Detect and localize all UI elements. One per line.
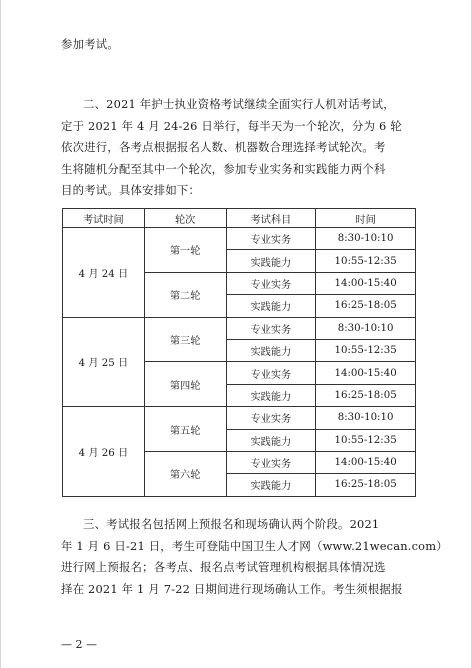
subject-cell: 实践能力 bbox=[226, 339, 316, 361]
text-line: 择在 2021 年 1 月 7-22 日期间进行现场确认工作。考生须根据报 bbox=[61, 581, 403, 596]
subject-cell: 专业实务 bbox=[226, 407, 316, 429]
header-round: 轮次 bbox=[144, 209, 226, 228]
round-cell: 第六轮 bbox=[144, 451, 226, 496]
subject-cell: 专业实务 bbox=[226, 451, 316, 473]
header-time: 时间 bbox=[316, 209, 416, 228]
text-line: 进行网上预报名；各考点、报名点考试管理机构根据具体情况选 bbox=[61, 560, 386, 574]
time-cell: 16:25-18:05 bbox=[316, 474, 416, 496]
subject-cell: 实践能力 bbox=[226, 295, 316, 317]
table-row bbox=[63, 407, 416, 429]
text-line: 三、考试报名包括网上预报名和现场确认两个阶段。2021 bbox=[83, 517, 380, 531]
round-cell: 第五轮 bbox=[144, 407, 226, 452]
time-cell: 10:55-12:35 bbox=[316, 429, 416, 451]
table-row bbox=[63, 317, 416, 339]
subject-cell: 专业实务 bbox=[226, 362, 316, 384]
header-exam-date: 考试时间 bbox=[63, 209, 145, 228]
date-cell: 4 月 24 日 bbox=[63, 228, 145, 318]
time-cell: 14:00-15:40 bbox=[316, 272, 416, 294]
round-cell: 第二轮 bbox=[144, 272, 226, 317]
exam-schedule-table bbox=[62, 208, 416, 497]
time-cell: 8:30-10:10 bbox=[316, 407, 416, 429]
paragraph-top bbox=[61, 34, 417, 56]
text-line: 年 1 月 6 日-21 日，考生可登陆中国卫生人才网（www.21wecan.com） bbox=[61, 538, 448, 553]
subject-cell: 实践能力 bbox=[226, 384, 316, 406]
subject-cell: 实践能力 bbox=[226, 250, 316, 272]
text-line: 目的考试。具体安排如下： bbox=[61, 183, 201, 197]
time-cell: 14:00-15:40 bbox=[316, 451, 416, 473]
text-line: 二、2021 年护士执业资格考试继续全面实行人机对话考试， bbox=[83, 97, 395, 111]
time-cell: 10:55-12:35 bbox=[316, 250, 416, 272]
table-header-row bbox=[63, 209, 416, 228]
time-cell: 8:30-10:10 bbox=[316, 317, 416, 339]
time-cell: 14:00-15:40 bbox=[316, 362, 416, 384]
subject-cell: 专业实务 bbox=[226, 228, 316, 250]
time-cell: 16:25-18:05 bbox=[316, 384, 416, 406]
paragraph-exam-schedule bbox=[61, 94, 417, 202]
subject-cell: 实践能力 bbox=[226, 474, 316, 496]
header-subject: 考试科目 bbox=[226, 209, 316, 228]
date-cell: 4 月 26 日 bbox=[63, 407, 145, 497]
time-cell: 10:55-12:35 bbox=[316, 339, 416, 361]
subject-cell: 专业实务 bbox=[226, 317, 316, 339]
table-row bbox=[63, 228, 416, 250]
text-line: 参加考试。 bbox=[61, 37, 119, 51]
paragraph-registration bbox=[61, 514, 448, 600]
time-cell: 8:30-10:10 bbox=[316, 228, 416, 250]
text-line: 生将随机分配至其中一个轮次，参加专业实务和实践能力两个科 bbox=[61, 161, 386, 176]
text-line: 依次进行，各考点根据报名人数、机器数合理选择考试轮次。考 bbox=[61, 140, 386, 154]
page-number: — 2 — bbox=[61, 638, 97, 651]
text-line: 定于 2021 年 4 月 24-26 日举行，每半天为一个轮次，分为 6 轮 bbox=[61, 118, 402, 133]
subject-cell: 专业实务 bbox=[226, 272, 316, 294]
subject-cell: 实践能力 bbox=[226, 429, 316, 451]
round-cell: 第四轮 bbox=[144, 362, 226, 407]
round-cell: 第三轮 bbox=[144, 317, 226, 362]
round-cell: 第一轮 bbox=[144, 228, 226, 273]
date-cell: 4 月 25 日 bbox=[63, 317, 145, 407]
time-cell: 16:25-18:05 bbox=[316, 295, 416, 317]
